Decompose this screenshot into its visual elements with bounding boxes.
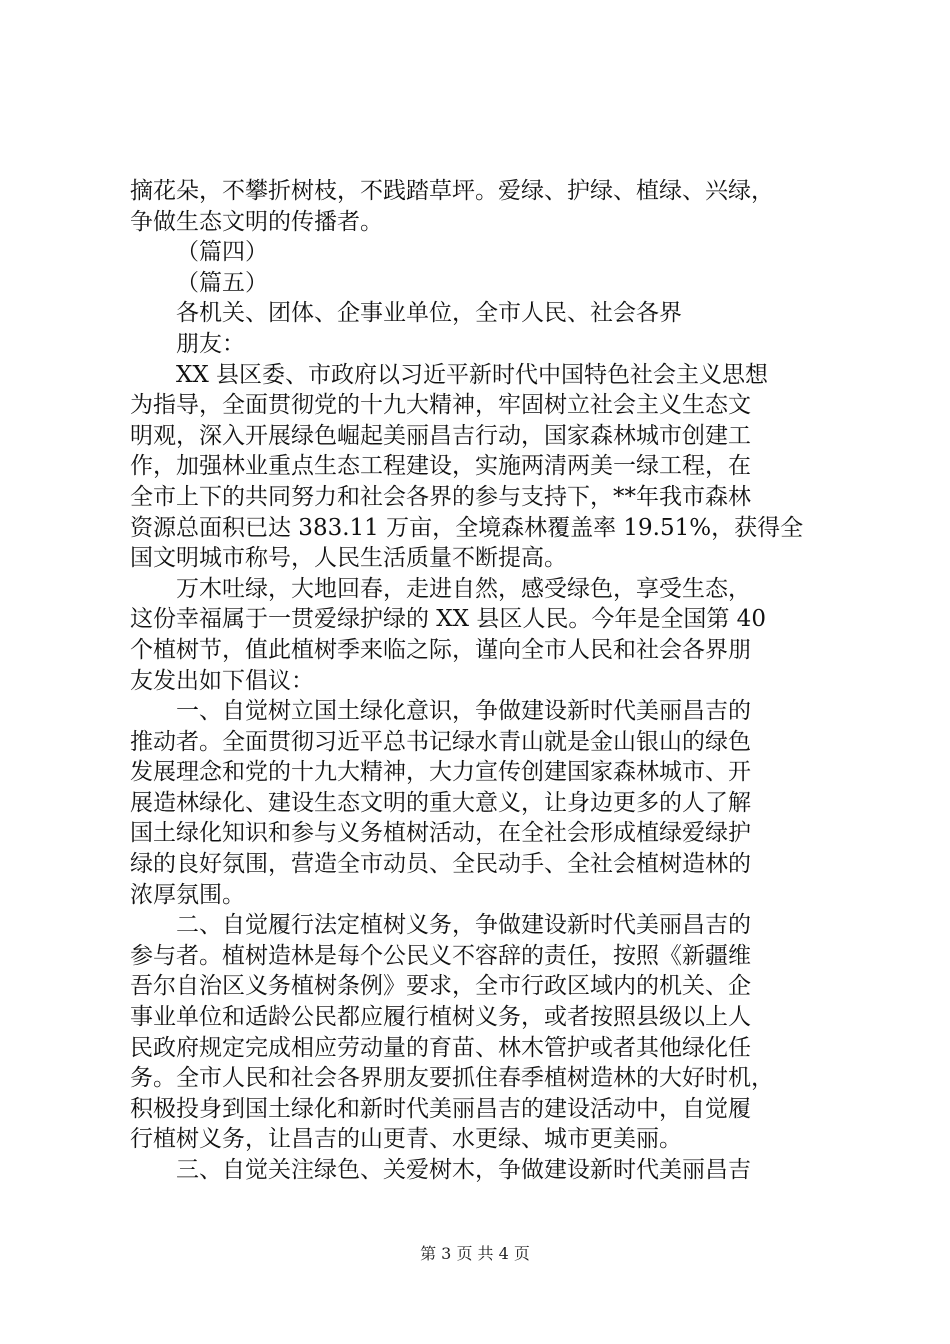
text-line: 万木吐绿，大地回春，走进自然，感受绿色，享受生态， xyxy=(176,575,751,602)
text-line: 资源总面积已达 383.11 万亩，全境森林覆盖率 19.51%，获得全 xyxy=(130,514,804,541)
salutation-line: 各机关、团体、企事业单位，全市人民、社会各界 xyxy=(176,300,682,327)
text-line: 友发出如下倡议： xyxy=(130,667,314,694)
text-line: 摘花朵，不攀折树枝，不践踏草坪。爱绿、护绿、植绿、兴绿， xyxy=(130,178,774,204)
text-line: 民政府规定完成相应劳动量的育苗、林木管护或者其他绿化任 xyxy=(130,1034,751,1061)
text-line: 这份幸福属于一贯爱绿护绿的 XX 县区人民。今年是全国第 40 xyxy=(130,606,766,633)
text-line: 明观，深入开展绿色崛起美丽昌吉行动，国家森林城市创建工 xyxy=(130,422,751,449)
document-body xyxy=(130,176,830,1186)
text-line: 吾尔自治区义务植树条例》要求，全市行政区域内的机关、企 xyxy=(130,973,751,1000)
text-line: 推动者。全面贯彻习近平总书记绿水青山就是金山银山的绿色 xyxy=(130,728,751,755)
text-line: 展造林绿化、建设生态文明的重大意义，让身边更多的人了解 xyxy=(130,789,751,816)
text-line: 绿的良好氛围，营造全市动员、全民动手、全社会植树造林的 xyxy=(130,851,751,878)
text-line: 二、自觉履行法定植树义务，争做建设新时代美丽昌吉的 xyxy=(176,912,751,939)
text-line: 积极投身到国土绿化和新时代美丽昌吉的建设活动中，自觉履 xyxy=(130,1095,751,1122)
text-line: 国土绿化知识和参与义务植树活动，在全社会形成植绿爱绿护 xyxy=(130,820,751,847)
text-line: 全市上下的共同努力和社会各界的参与支持下，**年我市森林 xyxy=(130,483,751,510)
text-line: 三、自觉关注绿色、关爱树木，争做建设新时代美丽昌吉 xyxy=(176,1157,751,1183)
text-line: 发展理念和党的十九大精神，大力宣传创建国家森林城市、开 xyxy=(130,759,751,786)
section-heading: （篇五） xyxy=(176,269,268,296)
text-line: 作，加强林业重点生态工程建设，实施两清两美一绿工程，在 xyxy=(130,453,751,480)
text-line: 国文明城市称号，人民生活质量不断提高。 xyxy=(130,545,567,572)
page-number-footer: 第 3 页 共 4 页 xyxy=(420,1244,530,1263)
text-line: 争做生态文明的传播者。 xyxy=(130,208,383,235)
text-line: 一、自觉树立国土绿化意识，争做建设新时代美丽昌吉的 xyxy=(176,698,751,725)
text-line: 行植树义务，让昌吉的山更青、水更绿、城市更美丽。 xyxy=(130,1126,682,1153)
text-line: XX 县区委、市政府以习近平新时代中国特色社会主义思想 xyxy=(176,361,769,388)
text-line: 个植树节，值此植树季来临之际，谨向全市人民和社会各界朋 xyxy=(130,636,751,663)
text-line: 事业单位和适龄公民都应履行植树义务，或者按照县级以上人 xyxy=(130,1004,751,1031)
text-line: 务。全市人民和社会各界朋友要抓住春季植树造林的大好时机， xyxy=(130,1065,774,1092)
text-line: 为指导，全面贯彻党的十九大精神，牢固树立社会主义生态文 xyxy=(130,392,751,419)
text-line: 浓厚氛围。 xyxy=(130,881,245,908)
section-heading: （篇四） xyxy=(176,239,268,266)
salutation-line: 朋友： xyxy=(176,330,245,357)
text-line: 参与者。植树造林是每个公民义不容辞的责任，按照《新疆维 xyxy=(130,942,751,969)
